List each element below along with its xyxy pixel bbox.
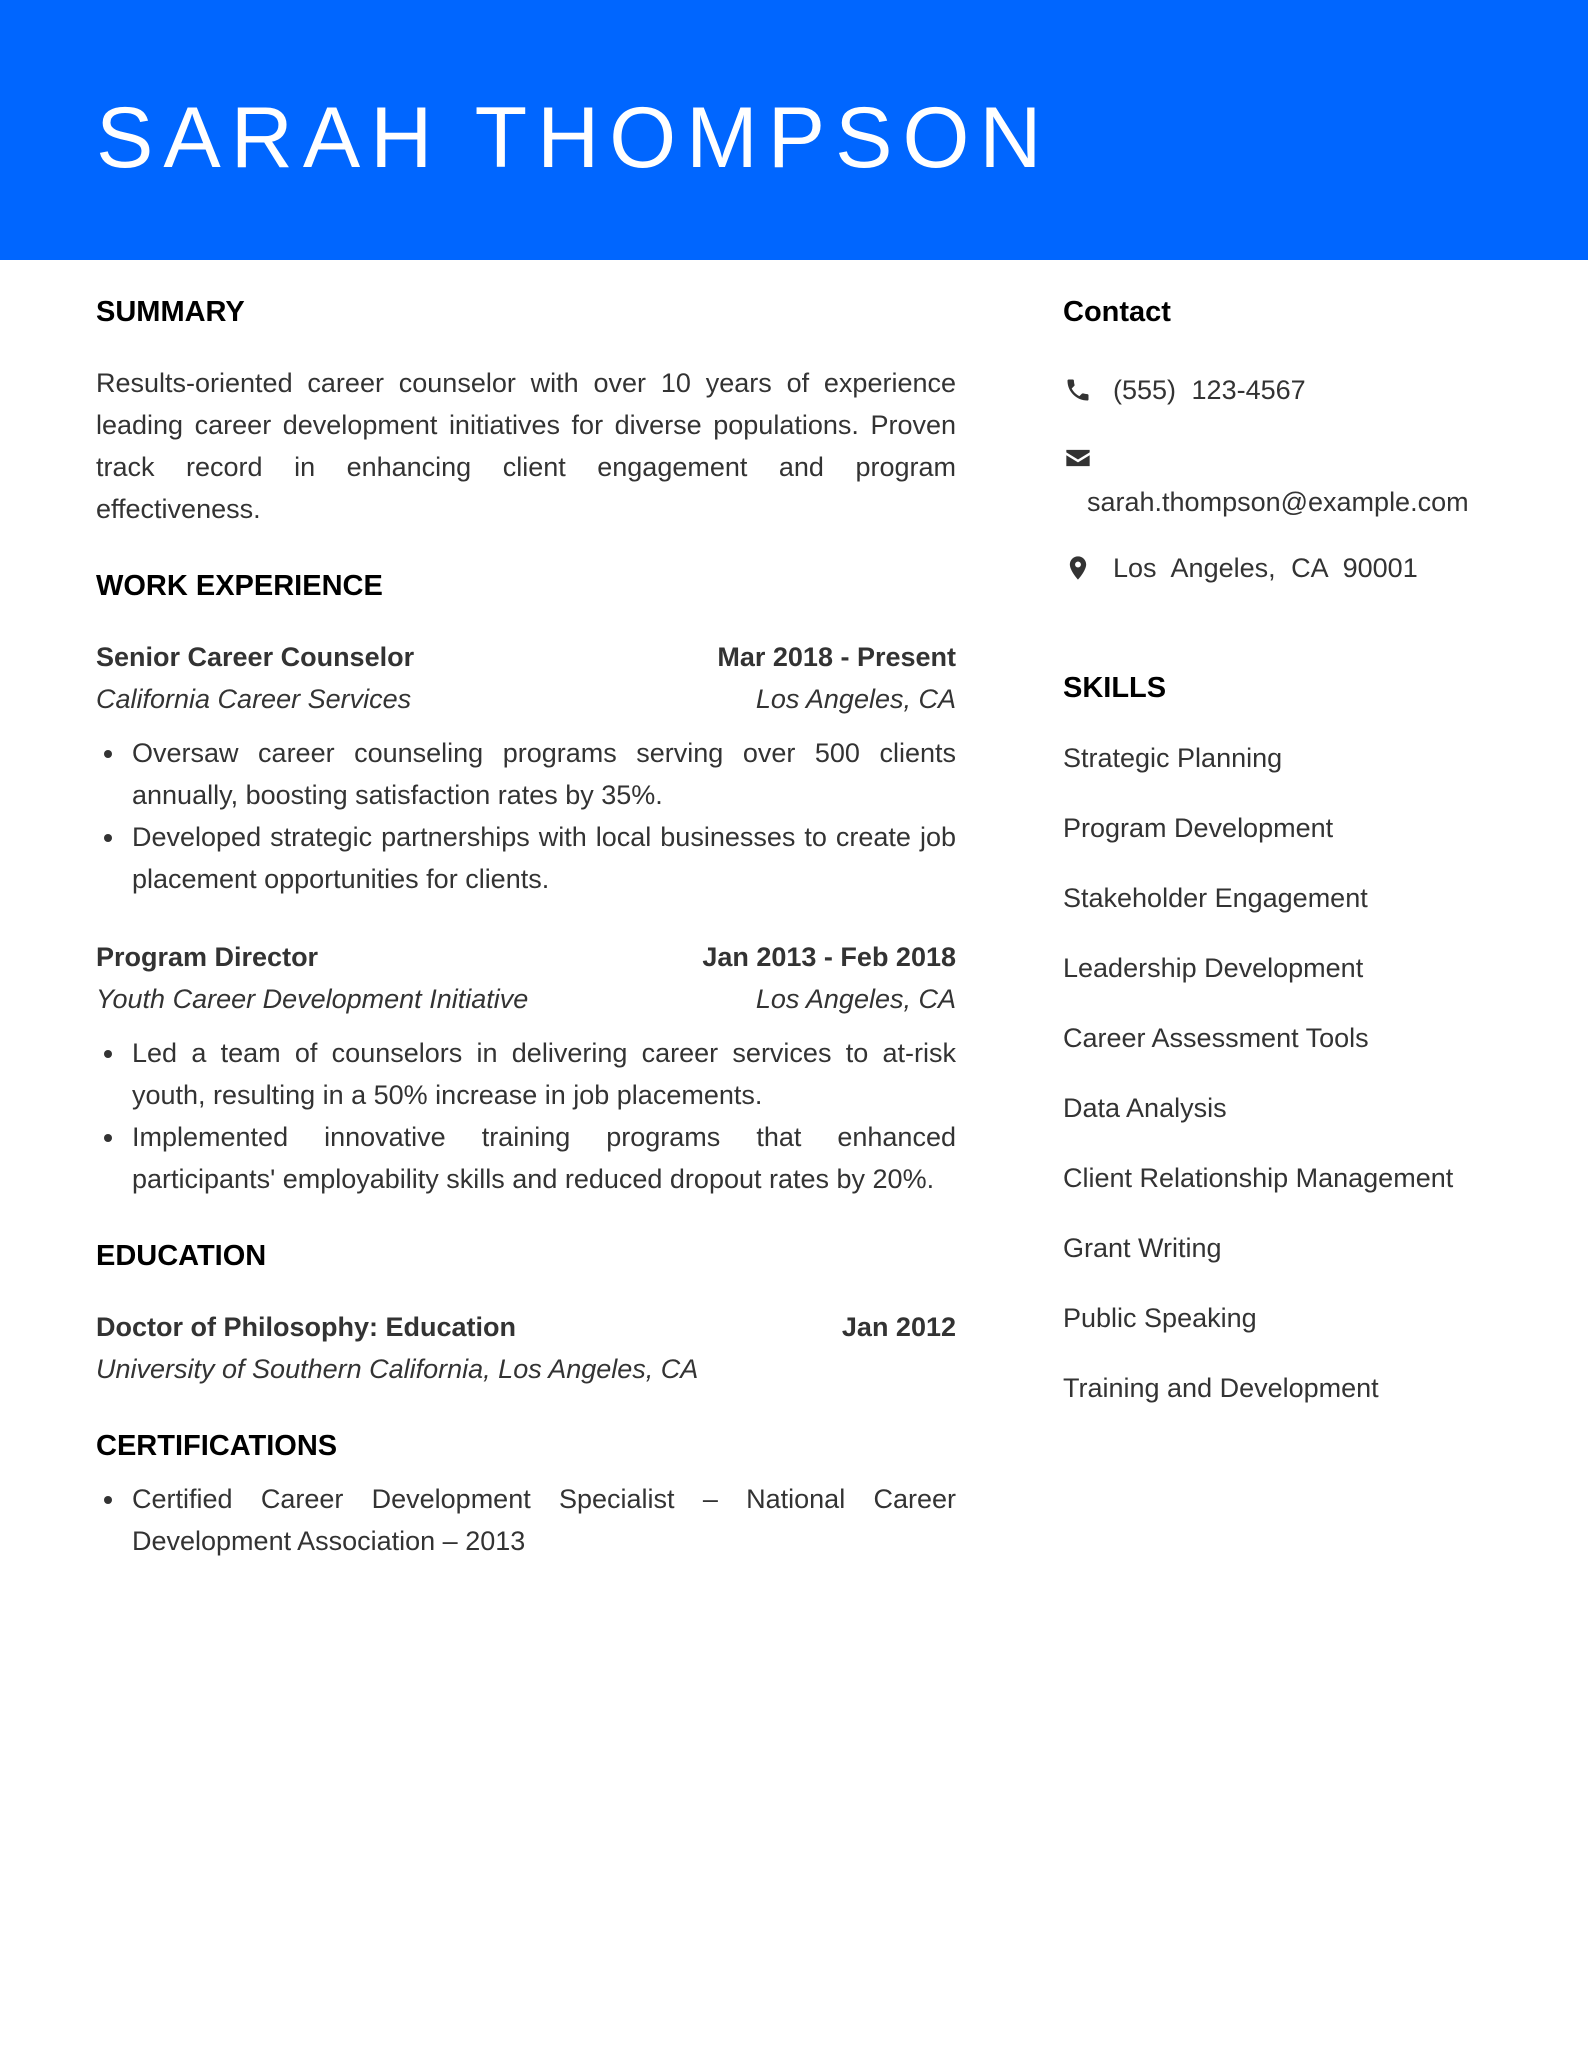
skills-section [1063, 668, 1503, 1408]
job-role: Program Director [96, 942, 319, 972]
skill-item: Client Relationship Management [1063, 1163, 1454, 1193]
certifications-title: CERTIFICATIONS [96, 1430, 338, 1462]
job-entry [96, 636, 956, 900]
job-company: Youth Career Development Initiative [96, 984, 529, 1014]
job-bullet: Implemented innovative training programs that enhanced participants' employability skills and reduced dropout rates by 20%. [96, 1116, 956, 1200]
job-dates: Jan 2013 - Feb 2018 [702, 942, 956, 972]
skills-title: SKILLS [1063, 672, 1167, 704]
contact-title: Contact [1063, 296, 1171, 328]
skill-item: Data Analysis [1063, 1093, 1227, 1123]
certifications-list [96, 1478, 956, 1562]
job-role: Senior Career Counselor [96, 642, 415, 672]
job-dates: Mar 2018 - Present [717, 642, 956, 672]
job-bullet: Developed strategic partnerships with local businesses to create job placement opportunities for clients. [96, 816, 956, 900]
skill-item: Public Speaking [1063, 1303, 1257, 1333]
skill-item: Stakeholder Engagement [1063, 883, 1368, 913]
job-entry [96, 936, 956, 1200]
education-date: Jan 2012 [841, 1312, 956, 1342]
contact-email-icon-row [1063, 438, 1503, 478]
job-location: Los Angeles, CA [755, 984, 956, 1014]
job-location: Los Angeles, CA [755, 684, 956, 714]
phone-icon [1063, 375, 1093, 405]
work-experience-title: WORK EXPERIENCE [96, 570, 383, 602]
contact-email [1063, 482, 1503, 522]
education-degree: Doctor of Philosophy: Education [96, 1312, 516, 1342]
certification-item: Certified Career Development Specialist – National Career Development Association – 2013 [96, 1478, 956, 1562]
skill-item: Career Assessment Tools [1063, 1023, 1369, 1053]
skill-item: Leadership Development [1063, 953, 1364, 983]
main-column [96, 292, 956, 1562]
education-school: University of Southern California, Los Angeles, CA [96, 1354, 699, 1384]
location-text: Los Angeles, CA 90001 [1113, 553, 1418, 583]
work-experience-section [96, 566, 956, 1200]
skill-item: Training and Development [1063, 1373, 1379, 1403]
summary-text: Results-oriented career counselor with over 10 years of experience leading career development initiatives for diverse populations. Proven track record in enhancing client engagement and program effectiveness. [96, 368, 956, 524]
contact-location [1063, 548, 1503, 588]
skill-item: Program Development [1063, 813, 1334, 843]
contact-phone [1063, 370, 1503, 410]
education-entry [96, 1306, 956, 1390]
skill-item: Grant Writing [1063, 1233, 1222, 1263]
sidebar-column [1063, 292, 1503, 1438]
candidate-name: SARAH THOMPSON [96, 90, 1052, 186]
certifications-section [96, 1426, 956, 1562]
job-company: California Career Services [96, 684, 412, 714]
job-bullet: Oversaw career counseling programs serving over 500 clients annually, boosting satisfaction rates by 35%. [96, 732, 956, 816]
phone-number[interactable]: (555) 123-4567 [1113, 375, 1306, 405]
job-bullet: Led a team of counselors in delivering career services to at-risk youth, resulting in a 50% increase in job placements. [96, 1032, 956, 1116]
email-address[interactable]: sarah.thompson@example.com [1087, 487, 1469, 517]
summary-section [96, 292, 956, 530]
skill-item: Strategic Planning [1063, 743, 1283, 773]
envelope-icon [1063, 443, 1093, 473]
education-section [96, 1236, 956, 1390]
header-banner [0, 0, 1588, 260]
contact-section [1063, 292, 1503, 588]
map-pin-icon [1063, 553, 1093, 583]
job-bullets [96, 732, 956, 900]
summary-title: SUMMARY [96, 296, 245, 328]
skills-list [1063, 738, 1503, 1408]
job-bullets [96, 1032, 956, 1200]
education-title: EDUCATION [96, 1240, 267, 1272]
